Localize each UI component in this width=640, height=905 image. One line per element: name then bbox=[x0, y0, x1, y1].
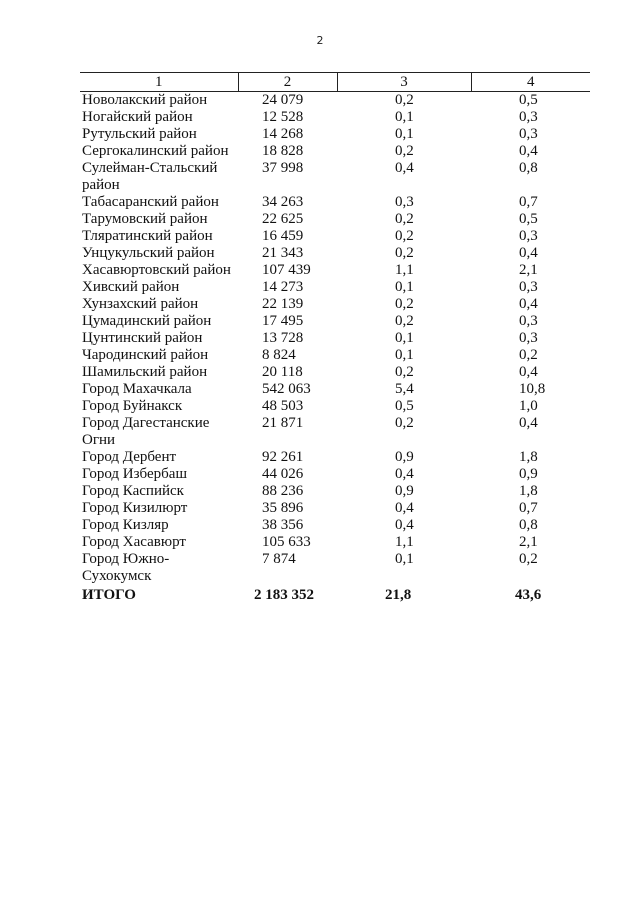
population-value: 44 026 bbox=[262, 466, 304, 482]
column-4-value: 0,4 bbox=[519, 296, 538, 312]
district-name: Цунтинский район bbox=[82, 330, 203, 346]
population-value: 24 079 bbox=[262, 92, 304, 108]
column-3-value: 0,2 bbox=[395, 211, 414, 227]
column-4-value: 1,8 bbox=[519, 449, 538, 465]
column-3-value: 5,4 bbox=[395, 381, 414, 397]
population-value: 17 495 bbox=[262, 313, 304, 329]
table-row bbox=[80, 347, 590, 364]
district-name: Новолакский район bbox=[82, 92, 208, 108]
district-name: Чародинский район bbox=[82, 347, 209, 363]
population-value: 20 118 bbox=[262, 364, 303, 380]
column-4-value: 0,7 bbox=[519, 194, 538, 210]
table-row bbox=[80, 398, 590, 415]
column-3-value: 0,4 bbox=[395, 466, 414, 482]
table-row bbox=[80, 211, 590, 228]
column-3-value: 0,5 bbox=[395, 398, 414, 414]
column-4-value: 1,0 bbox=[519, 398, 538, 414]
population-value: 12 528 bbox=[262, 109, 304, 125]
table-row bbox=[80, 534, 590, 551]
population-value: 14 268 bbox=[262, 126, 304, 142]
page-number: 2 bbox=[316, 34, 324, 47]
district-name: Хунзахский район bbox=[82, 296, 199, 312]
table-row bbox=[80, 262, 590, 279]
population-value: 88 236 bbox=[262, 483, 304, 499]
column-3-value: 0,4 bbox=[395, 500, 414, 516]
total-population: 2 183 352 bbox=[254, 587, 314, 603]
column-3-value: 0,9 bbox=[395, 449, 414, 465]
column-4-value: 0,4 bbox=[519, 415, 538, 431]
district-name: Хивский район bbox=[82, 279, 180, 295]
district-name: Город Дербент bbox=[82, 449, 177, 465]
total-row bbox=[80, 585, 590, 604]
column-3-value: 0,1 bbox=[395, 551, 414, 567]
district-name: Табасаранский район bbox=[82, 194, 219, 210]
column-header-2: 2 bbox=[238, 73, 337, 92]
population-value: 92 261 bbox=[262, 449, 304, 465]
population-value: 14 273 bbox=[262, 279, 304, 295]
column-3-value: 0,4 bbox=[395, 517, 414, 533]
column-4-value: 0,9 bbox=[519, 466, 538, 482]
header-row bbox=[80, 73, 590, 92]
column-4-value: 0,7 bbox=[519, 500, 538, 516]
column-header-4: 4 bbox=[471, 73, 590, 92]
population-value: 22 625 bbox=[262, 211, 304, 227]
table-row bbox=[80, 143, 590, 160]
column-3-value: 0,1 bbox=[395, 126, 414, 142]
column-4-value: 0,3 bbox=[519, 313, 538, 329]
column-4-value: 2,1 bbox=[519, 262, 538, 278]
column-3-value: 0,1 bbox=[395, 279, 414, 295]
table-row bbox=[80, 449, 590, 466]
population-value: 107 439 bbox=[262, 262, 311, 278]
district-name: Город Южно-Сухокумск bbox=[82, 551, 170, 584]
column-header-1: 1 bbox=[80, 73, 238, 92]
population-value: 21 343 bbox=[262, 245, 304, 261]
population-value: 16 459 bbox=[262, 228, 304, 244]
population-value: 8 824 bbox=[262, 347, 296, 363]
district-name: Хасавюртовский район bbox=[82, 262, 231, 278]
district-name: Цумадинский район bbox=[82, 313, 212, 329]
table-header bbox=[80, 73, 590, 92]
table-row bbox=[80, 245, 590, 262]
table-row bbox=[80, 313, 590, 330]
column-4-value: 0,3 bbox=[519, 228, 538, 244]
table-row bbox=[80, 109, 590, 126]
population-value: 48 503 bbox=[262, 398, 304, 414]
column-3-value: 1,1 bbox=[395, 534, 414, 550]
table-row bbox=[80, 194, 590, 211]
district-name: Сергокалинский район bbox=[82, 143, 229, 159]
table-row bbox=[80, 330, 590, 347]
column-4-value: 0,5 bbox=[519, 92, 538, 108]
population-value: 7 874 bbox=[262, 551, 296, 567]
district-name: Город Кизляр bbox=[82, 517, 169, 533]
total-label: ИТОГО bbox=[82, 587, 136, 603]
table-row bbox=[80, 415, 590, 449]
column-4-value: 1,8 bbox=[519, 483, 538, 499]
column-3-value: 0,1 bbox=[395, 347, 414, 363]
table-row bbox=[80, 160, 590, 194]
district-name: Тляратинский район bbox=[82, 228, 213, 244]
column-3-value: 0,2 bbox=[395, 415, 414, 431]
table-row bbox=[80, 517, 590, 534]
column-3-value: 0,2 bbox=[395, 245, 414, 261]
column-4-value: 0,4 bbox=[519, 364, 538, 380]
table-row bbox=[80, 92, 590, 110]
district-name: Рутульский район bbox=[82, 126, 197, 142]
population-value: 37 998 bbox=[262, 160, 304, 176]
district-name: Унцукульский район bbox=[82, 245, 215, 261]
total-column-4: 43,6 bbox=[515, 587, 542, 603]
column-3-value: 0,2 bbox=[395, 296, 414, 312]
population-value: 22 139 bbox=[262, 296, 304, 312]
district-name: Город Хасавюрт bbox=[82, 534, 186, 550]
column-3-value: 0,2 bbox=[395, 313, 414, 329]
table-row bbox=[80, 296, 590, 313]
table-row bbox=[80, 500, 590, 517]
column-4-value: 0,3 bbox=[519, 279, 538, 295]
column-4-value: 2,1 bbox=[519, 534, 538, 550]
population-value: 38 356 bbox=[262, 517, 304, 533]
table-row bbox=[80, 228, 590, 245]
district-name: Шамильский район bbox=[82, 364, 208, 380]
table-row bbox=[80, 126, 590, 143]
column-3-value: 0,2 bbox=[395, 228, 414, 244]
table-row bbox=[80, 483, 590, 500]
district-population-table bbox=[80, 72, 590, 604]
column-3-value: 0,1 bbox=[395, 330, 414, 346]
population-value: 35 896 bbox=[262, 500, 304, 516]
column-4-value: 0,4 bbox=[519, 143, 538, 159]
population-value: 13 728 bbox=[262, 330, 304, 346]
total-column-3: 21,8 bbox=[385, 587, 412, 603]
column-3-value: 0,4 bbox=[395, 160, 414, 176]
column-4-value: 0,3 bbox=[519, 126, 538, 142]
district-name: Город Кизилюрт bbox=[82, 500, 188, 516]
population-value: 105 633 bbox=[262, 534, 311, 550]
population-value: 542 063 bbox=[262, 381, 311, 397]
district-name: Тарумовский район bbox=[82, 211, 208, 227]
population-value: 34 263 bbox=[262, 194, 304, 210]
table-row bbox=[80, 466, 590, 483]
table-row bbox=[80, 381, 590, 398]
district-name: Город Дагестанские Огни bbox=[82, 415, 210, 448]
column-3-value: 0,3 bbox=[395, 194, 414, 210]
table-row bbox=[80, 551, 590, 585]
district-name: Сулейман-Стальский район bbox=[82, 160, 218, 193]
column-4-value: 0,4 bbox=[519, 245, 538, 261]
column-3-value: 0,9 bbox=[395, 483, 414, 499]
column-3-value: 1,1 bbox=[395, 262, 414, 278]
column-4-value: 0,2 bbox=[519, 347, 538, 363]
column-3-value: 0,1 bbox=[395, 109, 414, 125]
population-value: 18 828 bbox=[262, 143, 304, 159]
column-4-value: 0,8 bbox=[519, 517, 538, 533]
table-row bbox=[80, 364, 590, 381]
column-4-value: 0,2 bbox=[519, 551, 538, 567]
column-4-value: 0,3 bbox=[519, 109, 538, 125]
district-name: Город Избербаш bbox=[82, 466, 187, 482]
column-3-value: 0,2 bbox=[395, 143, 414, 159]
column-4-value: 0,8 bbox=[519, 160, 538, 176]
column-header-3: 3 bbox=[337, 73, 471, 92]
column-4-value: 0,5 bbox=[519, 211, 538, 227]
table-row bbox=[80, 279, 590, 296]
district-name: Город Каспийск bbox=[82, 483, 184, 499]
population-value: 21 871 bbox=[262, 415, 304, 431]
column-3-value: 0,2 bbox=[395, 364, 414, 380]
district-name: Город Буйнакск bbox=[82, 398, 183, 414]
column-4-value: 0,3 bbox=[519, 330, 538, 346]
district-name: Ногайский район bbox=[82, 109, 193, 125]
table-body bbox=[80, 92, 590, 605]
district-name: Город Махачкала bbox=[82, 381, 192, 397]
column-4-value: 10,8 bbox=[519, 381, 546, 397]
column-3-value: 0,2 bbox=[395, 92, 414, 108]
